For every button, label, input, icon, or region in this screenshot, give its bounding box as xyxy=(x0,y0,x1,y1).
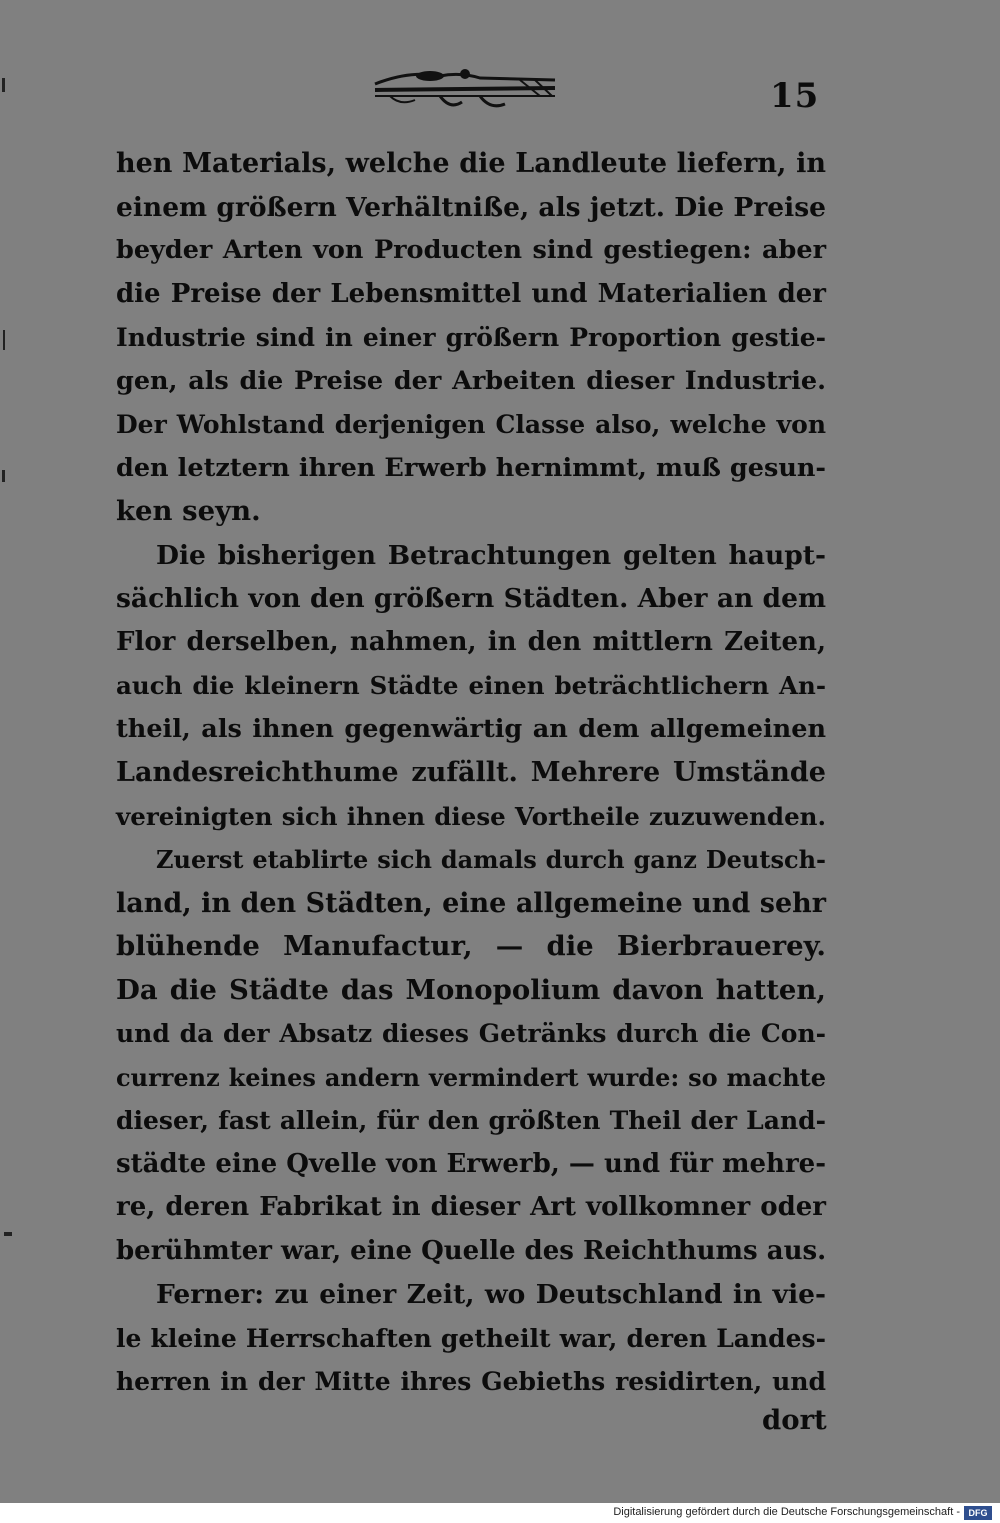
text-line: Da die Städte das Monopolium davon hatten, xyxy=(116,973,826,1006)
text-line: blühende Manufactur, — die Bierbrauerey. xyxy=(116,930,826,962)
text-line: gen, als die Preise der Arbeiten dieser Industrie. xyxy=(116,365,826,396)
catchword: dort xyxy=(762,1404,827,1436)
text-line: herren in der Mitte ihres Gebieths residirten, und xyxy=(116,1367,826,1396)
text-line: currenz keines andern vermindert wurde: so machte xyxy=(116,1062,826,1092)
text-line: land, in den Städten, eine allgemeine und sehr xyxy=(116,887,826,919)
margin-speck xyxy=(2,78,5,92)
text-line: Industrie sind in einer größern Proportion gestie- xyxy=(116,323,826,352)
text-line: städte eine Qvelle von Erwerb, — und für mehre- xyxy=(116,1148,826,1179)
text-line: Die bisherigen Betrachtungen gelten haupt- xyxy=(156,539,826,571)
text-line: Zuerst etablirte sich damals durch ganz Deutsch- xyxy=(156,845,826,874)
dfg-logo: DFG xyxy=(964,1506,992,1520)
text-line: theil, als ihnen gegenwärtig an dem allgemeinen xyxy=(116,713,826,744)
text-line: Flor derselben, nahmen, in den mittlern Zeiten, xyxy=(116,626,826,657)
text-line: die Preise der Lebensmittel und Materialien der xyxy=(116,278,826,309)
text-line: beyder Arten von Producten sind gestiegen: aber xyxy=(116,235,826,265)
text-line: vereinigten sich ihnen diese Vortheile zuzuwenden. xyxy=(116,801,826,831)
text-line: Ferner: zu einer Zeit, wo Deutschland in vie- xyxy=(156,1279,826,1310)
text-line: Der Wohlstand derjenigen Classe also, welche von xyxy=(116,410,826,439)
footer-bar xyxy=(0,1503,1000,1523)
page-number: 15 xyxy=(770,76,820,116)
text-line: den letztern ihren Erwerb hernimmt, muß gesun- xyxy=(116,452,826,483)
margin-speck xyxy=(3,330,5,350)
text-line: ken seyn. xyxy=(116,495,261,527)
text-line: re, deren Fabrikat in dieser Art vollkomner oder xyxy=(116,1192,826,1222)
text-line: auch die kleinern Städte einen beträchtlichern An- xyxy=(116,671,826,700)
margin-speck xyxy=(2,470,5,482)
decorative-ornament xyxy=(370,66,560,116)
text-line: berühmter war, eine Quelle des Reichthums aus. xyxy=(116,1235,827,1266)
text-line: sächlich von den größern Städten. Aber an dem xyxy=(116,583,826,614)
text-line: hen Materials, welche die Landleute liefern, in xyxy=(116,148,826,179)
body-text xyxy=(116,142,826,1404)
text-line: le kleine Herrschaften getheilt war, deren Landes- xyxy=(116,1323,826,1353)
footer-credit: Digitalisierung gefördert durch die Deutsche Forschungsgemeinschaft - xyxy=(613,1506,960,1518)
text-line: Landesreichthume zufällt. Mehrere Umstände xyxy=(116,757,826,788)
text-line: dieser, fast allein, für den größten Theil der Land- xyxy=(116,1106,826,1135)
margin-speck xyxy=(4,1232,12,1236)
text-line: einem größern Verhältniße, als jetzt. Die Preise xyxy=(116,191,826,223)
text-line: und da der Absatz dieses Getränks durch die Con- xyxy=(116,1019,826,1048)
